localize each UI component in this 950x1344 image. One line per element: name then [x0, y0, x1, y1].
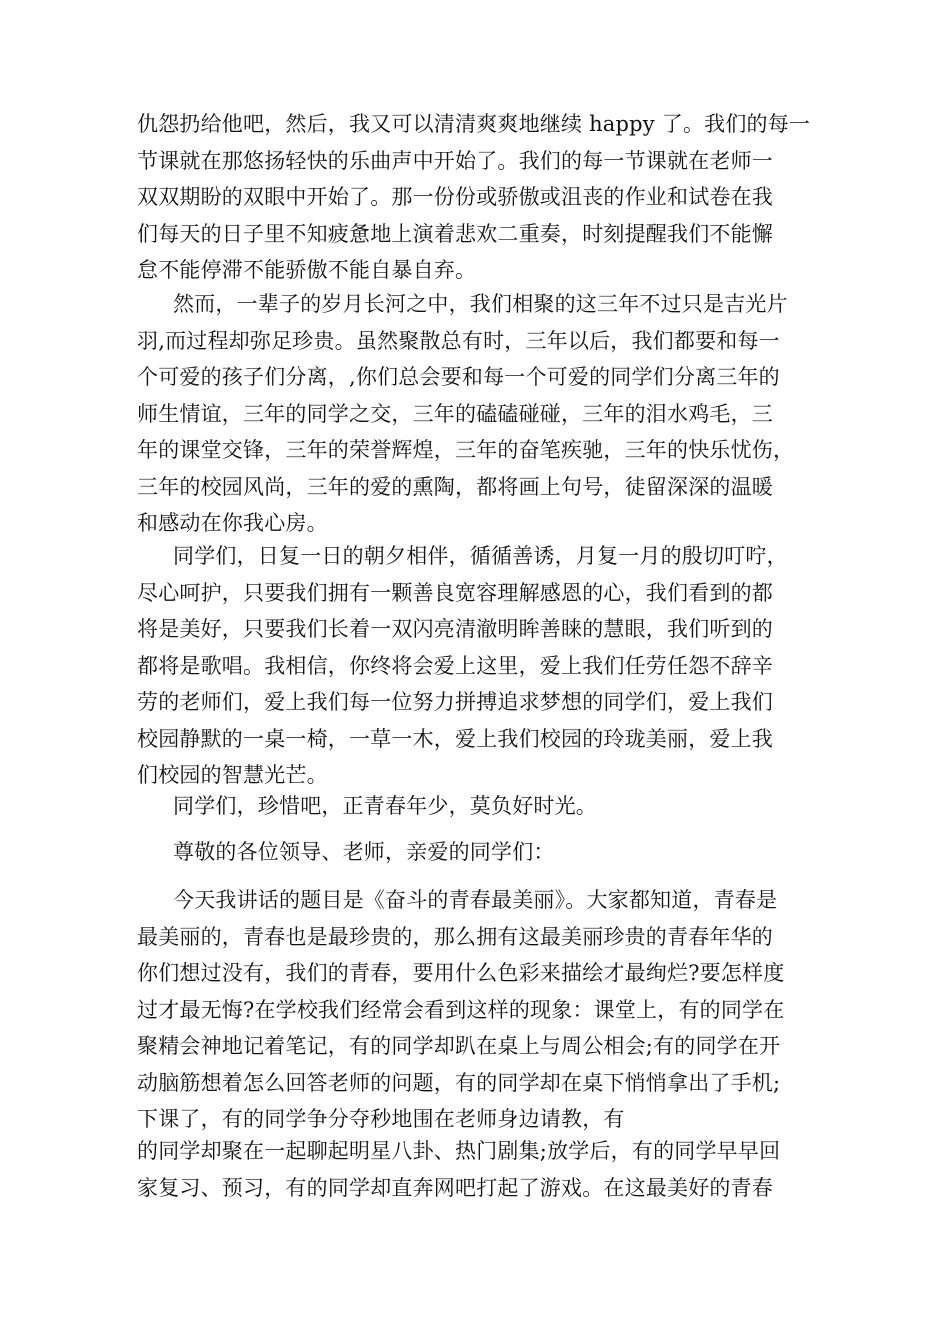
text-line: 年的课堂交锋，三年的荣誉辉煌，三年的奋笔疾驰，三年的快乐忧伤，: [137, 438, 795, 462]
text-line: 和感动在你我心房。: [137, 511, 328, 535]
text-line: 你们想过没有，我们的青春，要用什么色彩来描绘才最绚烂?要怎样度: [137, 961, 785, 985]
paragraph-6: [137, 882, 827, 1138]
paragraph-3: [137, 538, 827, 794]
text-line: 劳的老师们，爱上我们每一位努力拼搏追求梦想的同学们，爱上我们: [137, 690, 773, 714]
text-line: 羽,而过程却弥足珍贵。虽然聚散总有时，三年以后，我们都要和每一: [137, 328, 780, 353]
paragraph-2: [137, 286, 827, 542]
text-line: 同学们，日复一日的朝夕相伴，循循善诱，月复一月的殷切叮咛，: [173, 544, 788, 568]
paragraph-4: [137, 788, 827, 825]
text-line: 的同学却聚在一起聊起明星八卦、热门剧集;放学后，有的同学早早回: [137, 1139, 781, 1163]
text-line: 三年的校园风尚，三年的爱的熏陶，都将画上句号，徒留深深的温暖: [137, 474, 773, 499]
text-line: 过才最无悔?在学校我们经常会看到这样的现象：课堂上，有的同学在: [137, 997, 785, 1022]
text-line: 同学们，珍惜吧，正青春年少，莫负好时光。: [173, 794, 597, 818]
text-line: 动脑筋想着怎么回答老师的问题，有的同学却在桌下悄悄拿出了手机;: [137, 1070, 781, 1095]
text-line: 们校园的智慧光芒。: [137, 763, 328, 787]
text-line: 仇怨扔给他吧，然后，我又可以清清爽爽地继续 happy 了。我们的每一: [137, 112, 811, 136]
text-line: 们每天的日子里不知疲惫地上演着悲欢二重奏，时刻提醒我们不能懈: [137, 221, 773, 246]
text-line: 家复习、预习，有的同学却直奔网吧打起了游戏。在这最美好的青春: [137, 1175, 773, 1200]
paragraph-5: [137, 834, 827, 871]
text-line: 师生情谊，三年的同学之交，三年的磕磕碰碰，三年的泪水鸡毛，三: [137, 401, 773, 426]
text-line: 聚精会神地记着笔记，有的同学却趴在桌上与周公相会;有的同学在开: [137, 1034, 781, 1058]
paragraph-1: [137, 106, 827, 289]
paragraph-7: [137, 1133, 827, 1206]
text-line: 个可爱的孩子们分离，,你们总会要和每一个可爱的同学们分离三年的: [137, 365, 780, 389]
text-line: 尽心呵护，只要我们拥有一颗善良宽容理解感恩的心，我们看到的都: [137, 580, 773, 605]
text-line: 今天我讲话的题目是《奋斗的青春最美丽》。大家都知道，青春是: [173, 888, 778, 912]
text-line: 最美丽的，青春也是最珍贵的，那么拥有这最美丽珍贵的青春年华的: [137, 924, 773, 949]
text-line: 双双期盼的双眼中开始了。那一份份或骄傲或沮丧的作业和试卷在我: [137, 185, 773, 209]
text-line: 校园静默的一桌一椅，一草一木，爱上我们校园的玲珑美丽，爱上我: [137, 726, 773, 751]
text-line: 下课了，有的同学争分夺秒地围在老师身边请教，有: [137, 1107, 625, 1131]
text-line: 尊敬的各位领导、老师，亲爱的同学们：: [173, 840, 555, 864]
text-line: 节课就在那悠扬轻快的乐曲声中开始了。我们的每一节课就在老师一: [137, 148, 773, 173]
text-line: 怠不能停滞不能骄傲不能自暴自弃。: [137, 258, 477, 282]
text-line: 都将是歌唱。我相信，你终将会爱上这里，爱上我们任劳任怨不辞辛: [137, 653, 773, 678]
text-line: 然而，一辈子的岁月长河之中，我们相聚的这三年不过只是吉光片: [173, 292, 788, 316]
text-line: 将是美好，只要我们长着一双闪亮清澈明眸善睐的慧眼，我们听到的: [137, 617, 773, 641]
